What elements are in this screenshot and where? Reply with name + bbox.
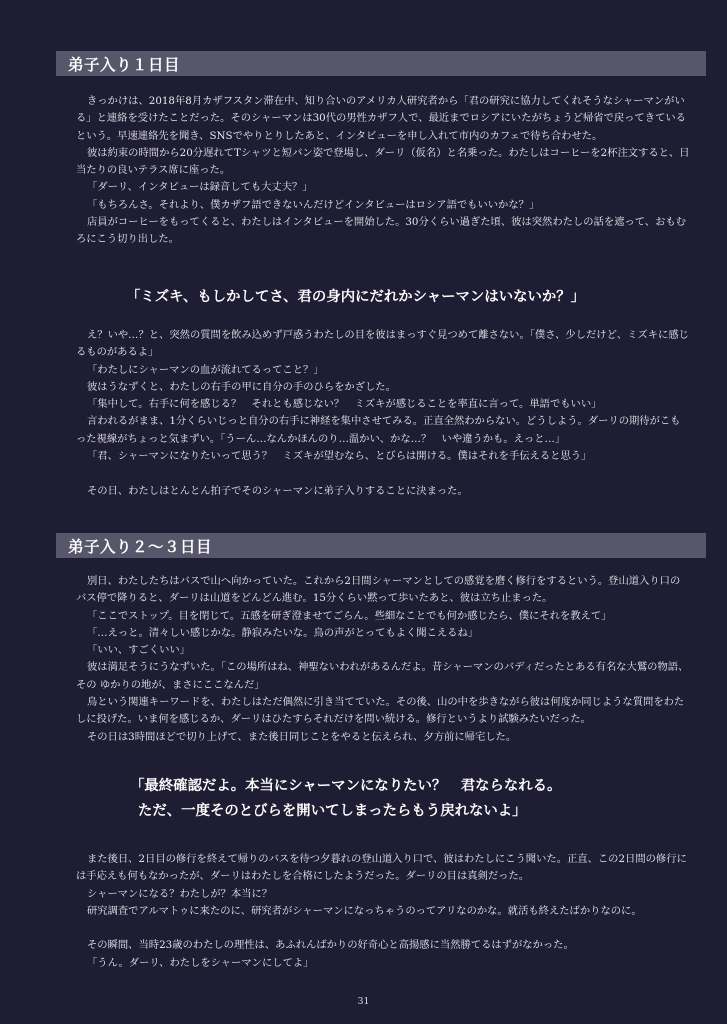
section-heading-text: 弟子入り２～３日目	[68, 536, 213, 556]
section2-body	[76, 573, 690, 746]
paragraph: 彼は満足そうにうなずいた。「この場所はね、神聖ないわれがあるんだよ。昔シャーマンのバディだったとある有名な大鷲の物語、その ゆかりの地が、まさにここなんだ」	[76, 661, 689, 691]
pull-quote-1	[76, 284, 690, 309]
dialogue-line: 「君、シャーマンになりたいって思う？ ミズキが望むなら、とびらは開ける。僕はそれを手伝えると思う」	[87, 450, 592, 463]
section1-body	[76, 93, 690, 249]
paragraph: 彼は約束の時間から20分遅れてTシャツと短パン姿で登場し、ダーリ（仮名）と名乗った。わたしはコーヒーを2杯注文すると、日当たりの良いテラス席に座った。	[76, 146, 690, 177]
paragraph: 彼はうなずくと、わたしの右手の甲に自分の手のひらをかざした。	[87, 380, 396, 393]
paragraph: 言われるがまま、1分くらいじっと自分の右手に神経を集中させてみる。正直全然わからない。どうしよう。ダーリの期待がこもった視線がちょっと気まずい。「うーん…なんかほんのり…温かい、かな…？ いや違うかも。えっと…」	[76, 415, 681, 445]
paragraph: その瞬間、当時23歳のわたしの理性は、あふれんばかりの好奇心と高揚感に当然勝てるはずがなかった。	[87, 939, 574, 952]
pull-quote-line: 「ミズキ、もしかしてさ、君の身内にだれかシャーマンはいないか？」	[126, 288, 586, 305]
paragraph: 別日、わたしたちはバスで山へ向かっていた。これから2日間シャーマンとしての感覚を磨く修行をするという。登山道入り口のバス停で降りると、ダーリは山道をどんどん進む。15分くらい黙って歩いたあと、彼は立ち止まった。	[76, 575, 681, 605]
dialogue-line: 「いい、すごくいい」	[87, 644, 190, 657]
dialogue-line: 「集中して。右手に何を感じる？ それとも感じない？ ミズキが感じることを率直に言って。単語でもいい」	[87, 398, 602, 411]
section-heading-day2-3	[56, 533, 706, 558]
paragraph: シャーマンになる？わたしが？本当に？	[87, 887, 273, 900]
section2-body-continued	[76, 851, 690, 972]
paragraph: その日は3時間ほどで切り上げて、また後日同じことをやると伝えられ、夕方前に帰宅した。	[87, 730, 517, 743]
paragraph: きっかけは、2018年8月カザフスタン滞在中、知り合いのアメリカ人研究者から「君の研究に協力してくれそうなシャーマンがいる」と連絡を受けたことだった。そのシャーマンは30代の男性カザフ人で、最近までロシアにいたがちょうど帰省で戻ってきているという。早速連絡先を聞き、SNSでやりとりしたあと、インタビューを申し入れて市内のカフェで待ち合わせた。	[76, 95, 686, 142]
dialogue-line: 「うん。ダーリ、わたしをシャーマンにしてよ」	[87, 956, 314, 969]
paragraph: また後日、2日目の修行を終えて帰りのバスを待つ夕暮れの登山道入り口で、彼はわたしにこう聞いた。正直、この2日間の修行には手応えも何もなかったが、ダーリはわたしを合格にしたようだった。ダーリの目は真剣だった。	[76, 853, 687, 883]
paragraph: え？いや…？と、突然の質問を飲み込めず戸惑うわたしの目を彼はまっすぐ見つめて離さない。「僕さ、少しだけど、ミズキに感じるものがあるよ」	[76, 329, 689, 359]
dialogue-line: 「わたしにシャーマンの血が流れてるってこと？」	[87, 363, 324, 376]
dialogue-line: 「ダーリ、インタビューは録音しても大丈夫？」	[87, 181, 313, 194]
dialogue-line: 「ここでストップ。目を閉じて。五感を研ぎ澄ませてごらん。些細なことでも何か感じたら、僕にそれを教えて」	[87, 609, 612, 622]
section-heading-text: 弟子入り１日目	[68, 54, 181, 74]
paragraph: その日、わたしはとんとん拍子でそのシャーマンに弟子入りすることに決まった。	[87, 484, 468, 497]
pull-quote-line: 「最終確認だよ。本当にシャーマンになりたい？ 君ならなれる。	[130, 777, 562, 794]
pull-quote-line: ただ、一度そのとびらを開いてしまったらもう戻れないよ」	[138, 802, 527, 819]
paragraph: 鳥という関連キーワードを、わたしはただ偶然に引き当てていた。その後、山の中を歩きながら彼は何度か同じような質問をわたしに投げた。いま何を感じるか、ダーリはひたすらそれだけを問い続ける。修行というより試験みたいだった。	[76, 696, 685, 726]
pull-quote-2	[76, 773, 690, 823]
dialogue-line: 「…えっと。清々しい感じかな。静寂みたいな。鳥の声がとってもよく聞こえるね」	[87, 626, 479, 639]
page-number: 31	[357, 996, 370, 1007]
section-heading-day1	[56, 51, 706, 76]
dialogue-line: 「もちろんさ。それより、僕カザフ語できないんだけどインタビューはロシア語でもいいかな？」	[87, 198, 540, 211]
section1-body-continued	[76, 327, 690, 500]
paragraph: 研究調査でアルマトゥに来たのに、研究者がシャーマンになっちゃうのってアリなのかな。就活も終えたばかりなのに。	[87, 904, 642, 917]
paragraph: 店員がコーヒーをもってくると、わたしはインタビューを開始した。30分くらい過ぎた頃、彼は突然わたしの話を遮って、おもむろにこう切り出した。	[76, 216, 686, 246]
